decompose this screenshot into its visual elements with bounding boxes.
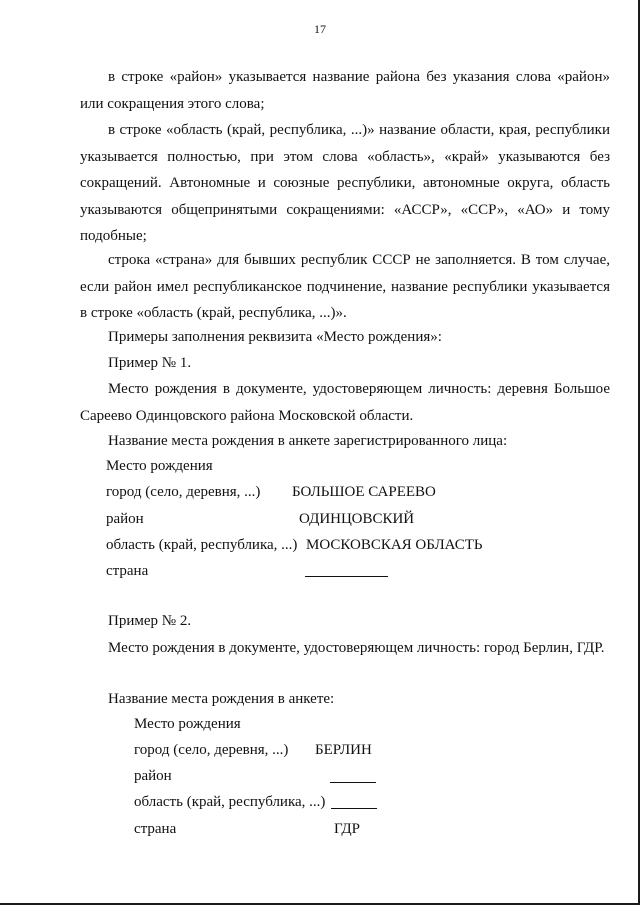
example-2-title: Пример № 2.: [108, 613, 192, 629]
example-2-city-value: БЕРЛИН: [315, 742, 372, 758]
example-2-form-title: Название места рождения в анкете:: [108, 691, 335, 707]
example-2-region-label: область (край, республика, ...): [134, 794, 326, 810]
paragraph-region-rule: в строке «область (край, республика, ...)» название области, края, республики указывается полностью, при этом слова «область», «край» указываются без сокращений. Автономные и союзные республики, автономные округа, область указываются общепринятыми сокращениями: «АССР», «ССР», «АО» и тому подобные;: [80, 122, 610, 244]
example-1-city-label: город (село, деревня, ...): [106, 484, 261, 500]
example-1-birthplace-heading: Место рождения: [106, 458, 213, 474]
example-1-country-label: страна: [106, 563, 149, 579]
example-2-country-label: страна: [134, 821, 177, 837]
example-1-region-value: МОСКОВСКАЯ ОБЛАСТЬ: [306, 537, 483, 553]
example-1-district-value: ОДИНЦОВСКИЙ: [299, 511, 415, 527]
example-1-document-text: Место рождения в документе, удостоверяющем личность: деревня Большое Сареево Одинцовского района Московской области.: [80, 381, 610, 424]
page-number: 17: [314, 22, 326, 36]
example-2-district-blank: [330, 782, 376, 783]
paragraph-district-rule: в строке «район» указывается название района без указания слова «район» или сокращения этого слова;: [80, 69, 610, 112]
example-2-country-value: ГДР: [334, 821, 360, 837]
example-1-city-value: БОЛЬШОЕ САРЕЕВО: [292, 484, 436, 500]
example-1-form-title: Название места рождения в анкете зарегистрированного лица:: [108, 433, 508, 449]
example-1-region-label: область (край, республика, ...): [106, 537, 298, 553]
example-1-district-label: район: [106, 511, 144, 527]
example-2-district-label: район: [134, 768, 172, 784]
paragraph-country-rule: строка «страна» для бывших республик СССР не заполняется. В том случае, если район имел республиканское подчинение, название республики указывается в строке «область (край, республика, ...)».: [80, 252, 610, 321]
example-2-document-text: Место рождения в документе, удостоверяющем личность: город Берлин, ГДР.: [108, 640, 605, 656]
example-2-birthplace-heading: Место рождения: [134, 716, 241, 732]
example-2-city-label: город (село, деревня, ...): [134, 742, 289, 758]
example-2-region-blank: [331, 808, 377, 809]
example-1-title: Пример № 1.: [108, 355, 192, 371]
paragraph-examples-intro: Примеры заполнения реквизита «Место рождения»:: [108, 329, 442, 345]
example-1-country-blank: [305, 576, 388, 577]
